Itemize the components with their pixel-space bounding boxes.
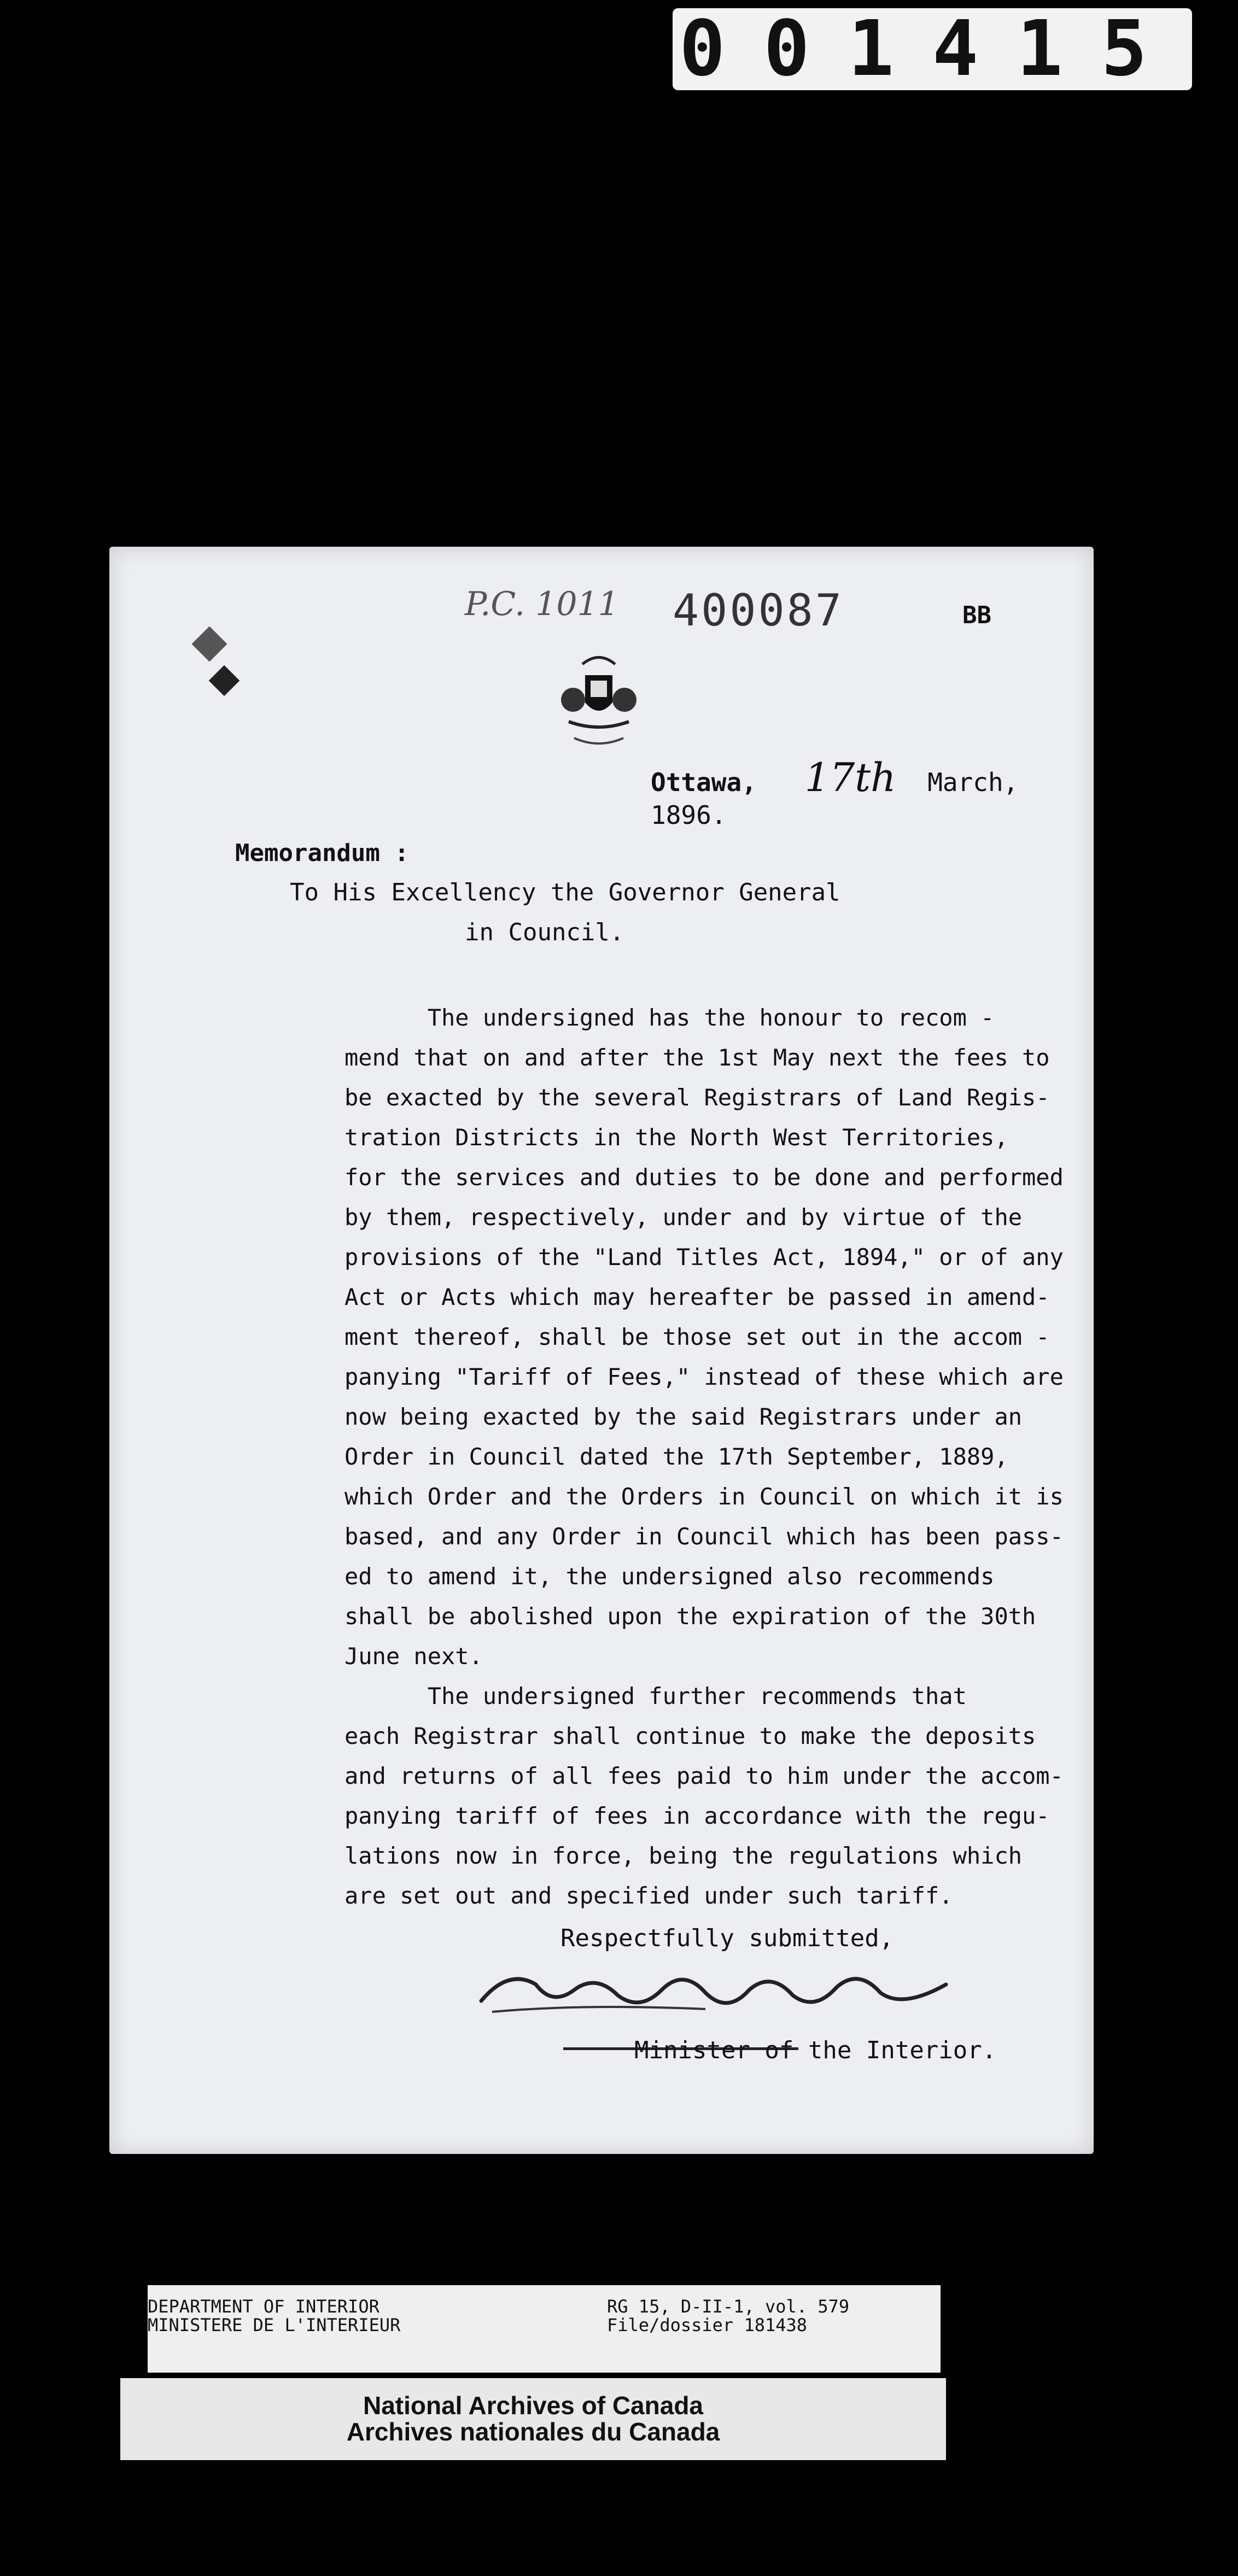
day-handwritten: 17th (804, 754, 896, 800)
body-line: ment thereof, shall be those set out in the accom - (344, 1324, 1050, 1350)
signer-title: Minister of the Interior. (634, 2036, 997, 2064)
body-line: panying "Tariff of Fees," instead of these which are (344, 1363, 1064, 1390)
body-line: June next. (344, 1643, 483, 1670)
punch-hole (191, 626, 227, 661)
body-line: which Order and the Orders in Council on which it is (344, 1483, 1064, 1510)
stamp-number: 400087 (673, 585, 844, 636)
body-line: provisions of the "Land Titles Act, 1894," or of any (344, 1244, 1064, 1271)
body-line: mend that on and after the 1st May next the fees to (344, 1044, 1050, 1071)
frame-number: 001415 (673, 8, 1192, 90)
punch-hole (209, 665, 240, 696)
body-line: The undersigned further recommends that (344, 1683, 967, 1709)
archive-name-french: Archives nationales du Canada (346, 2417, 720, 2446)
file-number: File/dossier 181438 (607, 2315, 808, 2335)
month-year: March, 1896. (651, 768, 1019, 830)
city: Ottawa, (651, 768, 757, 797)
archive-reference-label (148, 2285, 941, 2373)
body-line: by them, respectively, under and by virtue of the (344, 1204, 1023, 1231)
department-french: MINISTERE DE L'INTERIEUR (148, 2315, 401, 2335)
body-line: now being exacted by the said Registrars under an (344, 1403, 1023, 1430)
memo-body (344, 998, 1064, 1916)
body-line: shall be abolished upon the expiration of the 30th (344, 1603, 1036, 1630)
archive-name-english: National Archives of Canada (363, 2391, 703, 2420)
body-line: lations now in force, being the regulations which (344, 1842, 1023, 1869)
body-line: and returns of all fees paid to him under the accom- (344, 1763, 1064, 1789)
body-line: ed to amend it, the undersigned also recommends (344, 1563, 995, 1590)
department-english: DEPARTMENT OF INTERIOR (148, 2296, 379, 2317)
archive-footer-label (120, 2378, 946, 2460)
body-line: each Registrar shall continue to make the deposits (344, 1723, 1036, 1749)
body-line: The undersigned has the honour to recom - (344, 1004, 995, 1031)
corner-code: BB (962, 601, 991, 629)
signature (476, 1963, 957, 2023)
body-line: are set out and specified under such tariff. (344, 1882, 953, 1909)
pc-annotation: P.C. 1011 (465, 585, 619, 623)
body-line: based, and any Order in Council which has been pass- (344, 1523, 1064, 1550)
record-group-reference: RG 15, D-II-1, vol. 579 (607, 2296, 850, 2317)
addressee-line-1: To His Excellency the Governor General (290, 879, 840, 906)
body-line: Order in Council dated the 17th September, 1889, (344, 1443, 1008, 1470)
body-line: be exacted by the several Registrars of Land Regis- (344, 1084, 1050, 1111)
document-page (109, 547, 1094, 2154)
body-line: Act or Acts which may hereafter be passed in amend- (344, 1284, 1050, 1310)
memo-heading: Memorandum : (235, 839, 409, 867)
dateline (651, 754, 1094, 830)
body-line: panying tariff of fees in accordance with the regu- (344, 1802, 1050, 1829)
closing: Respectfully submitted, (560, 1924, 894, 1952)
body-line: tration Districts in the North West Territories, (344, 1124, 1008, 1151)
body-line: for the services and duties to be done and performed (344, 1164, 1064, 1191)
addressee-line-2: in Council. (465, 918, 624, 946)
department-crest-icon (552, 651, 645, 754)
